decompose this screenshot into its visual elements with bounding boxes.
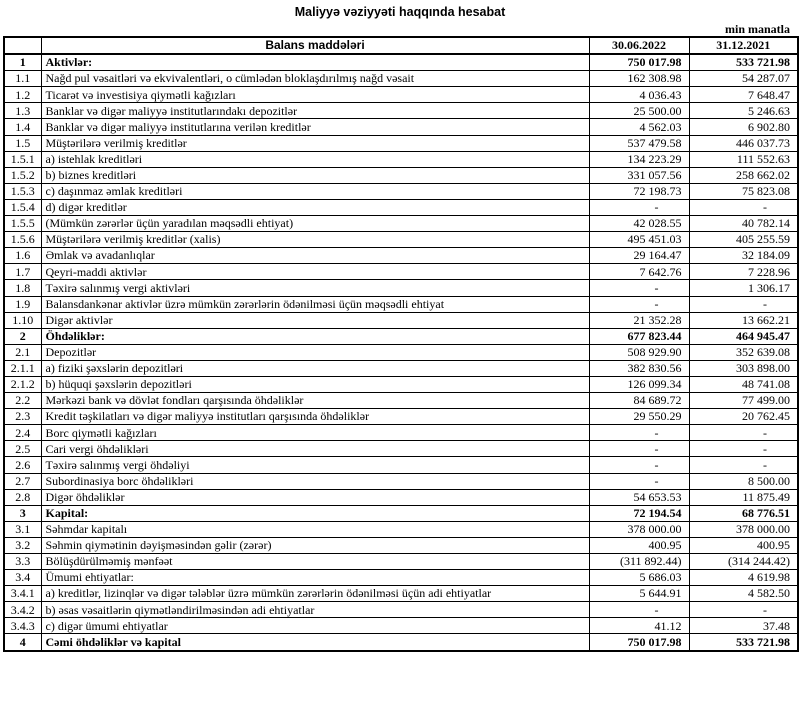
value-2021-cell: 533 721.98: [689, 54, 798, 71]
value-2021-cell: 11 875.49: [689, 489, 798, 505]
item-label-cell: Borc qiymətli kağızları: [41, 425, 589, 441]
row-number-cell: 1.5.1: [4, 151, 41, 167]
row-number-cell: 3.4: [4, 570, 41, 586]
table-row: [4, 425, 798, 441]
value-2022-cell: -: [589, 280, 689, 296]
value-2021-cell: 7 648.47: [689, 87, 798, 103]
row-number-cell: 1.5.3: [4, 183, 41, 199]
table-row: [4, 232, 798, 248]
table-row: [4, 71, 798, 87]
value-2021-cell: 54 287.07: [689, 71, 798, 87]
value-2021-cell: -: [689, 457, 798, 473]
value-2022-cell: 750 017.98: [589, 54, 689, 71]
table-row: [4, 505, 798, 521]
value-2021-cell: 111 552.63: [689, 151, 798, 167]
item-label-cell: c) daşınmaz əmlak kreditləri: [41, 183, 589, 199]
item-label-cell: Təxirə salınmış vergi öhdəliyi: [41, 457, 589, 473]
row-number-cell: 1.3: [4, 103, 41, 119]
value-2021-cell: 378 000.00: [689, 521, 798, 537]
value-2022-cell: 382 830.56: [589, 360, 689, 376]
item-label-cell: Subordinasiya borc öhdəlikləri: [41, 473, 589, 489]
item-label-cell: Banklar və digər maliyyə institutlarındakı depozitlər: [41, 103, 589, 119]
balance-sheet-table: [3, 36, 799, 652]
row-number-cell: 2.2: [4, 393, 41, 409]
row-number-cell: 1.5.2: [4, 167, 41, 183]
value-2021-cell: 1 306.17: [689, 280, 798, 296]
value-2022-cell: 29 164.47: [589, 248, 689, 264]
table-row: [4, 489, 798, 505]
item-label-cell: a) istehlak kreditləri: [41, 151, 589, 167]
item-label-cell: Balansdankənar aktivlər üzrə mümkün zərərlərin ödənilməsi üçün məqsədli ehtiyat: [41, 296, 589, 312]
item-label-cell: Aktivlər:: [41, 54, 589, 71]
table-row: [4, 344, 798, 360]
value-2022-cell: -: [589, 602, 689, 618]
row-number-cell: 1.2: [4, 87, 41, 103]
value-2022-cell: (311 892.44): [589, 554, 689, 570]
row-number-cell: 3.3: [4, 554, 41, 570]
page-title: Maliyyə vəziyyəti haqqında hesabat: [294, 5, 506, 19]
row-number-cell: 1.10: [4, 312, 41, 328]
unit-note: min manatla: [724, 22, 790, 36]
value-2021-cell: 13 662.21: [689, 312, 798, 328]
row-number-cell: 1.5.4: [4, 199, 41, 215]
value-2021-cell: 20 762.45: [689, 409, 798, 425]
table-row: [4, 54, 798, 71]
value-2021-cell: -: [689, 296, 798, 312]
value-2022-cell: 5 644.91: [589, 586, 689, 602]
value-2021-cell: -: [689, 199, 798, 215]
value-2022-cell: 29 550.29: [589, 409, 689, 425]
row-number-cell: 1.4: [4, 119, 41, 135]
value-2021-cell: 258 662.02: [689, 167, 798, 183]
value-2021-cell: 400.95: [689, 537, 798, 553]
item-label-cell: Nağd pul vəsaitləri və ekvivalentləri, o cümlədən bloklaşdırılmış nağd vəsait: [41, 71, 589, 87]
item-label-cell: d) digər kreditlər: [41, 199, 589, 215]
item-label-cell: Müştərilərə verilmiş kreditlər (xalis): [41, 232, 589, 248]
item-label-cell: Digər öhdəliklər: [41, 489, 589, 505]
table-row: [4, 586, 798, 602]
value-2021-cell: 4 619.98: [689, 570, 798, 586]
row-number-cell: 1.1: [4, 71, 41, 87]
value-2022-cell: 41.12: [589, 618, 689, 634]
row-number-cell: 2.1.2: [4, 376, 41, 392]
table-row: [4, 634, 798, 651]
item-label-cell: a) kreditlər, lizinqlər və digər tələblər üzrə mümkün zərərlərin ödənilməsi üçün adi ehtiyatlar: [41, 586, 589, 602]
value-2021-cell: 32 184.09: [689, 248, 798, 264]
column-header-2021: 31.12.2021: [689, 37, 798, 54]
value-2021-cell: 446 037.73: [689, 135, 798, 151]
value-2022-cell: 162 308.98: [589, 71, 689, 87]
item-label-cell: Ticarət və investisiya qiymətli kağızları: [41, 87, 589, 103]
item-label-cell: a) fiziki şəxslərin depozitləri: [41, 360, 589, 376]
table-row: [4, 521, 798, 537]
row-number-cell: 2.1.1: [4, 360, 41, 376]
item-label-cell: b) hüquqi şəxslərin depozitləri: [41, 376, 589, 392]
table-row: [4, 167, 798, 183]
row-number-cell: 2.7: [4, 473, 41, 489]
item-label-cell: Əmlak və avadanlıqlar: [41, 248, 589, 264]
row-number-cell: 3.1: [4, 521, 41, 537]
table-row: [4, 457, 798, 473]
value-2022-cell: 750 017.98: [589, 634, 689, 651]
items-column-header: Balans maddələri: [41, 37, 589, 54]
table-row: [4, 135, 798, 151]
value-2022-cell: -: [589, 425, 689, 441]
value-2022-cell: 25 500.00: [589, 103, 689, 119]
item-label-cell: Digər aktivlər: [41, 312, 589, 328]
value-2021-cell: 7 228.96: [689, 264, 798, 280]
value-2022-cell: 84 689.72: [589, 393, 689, 409]
item-label-cell: Öhdəliklər:: [41, 328, 589, 344]
item-label-cell: Banklar və digər maliyyə institutlarına verilən kreditlər: [41, 119, 589, 135]
value-2022-cell: -: [589, 441, 689, 457]
row-number-cell: 4: [4, 634, 41, 651]
table-row: [4, 264, 798, 280]
item-label-cell: Depozitlər: [41, 344, 589, 360]
table-row: [4, 296, 798, 312]
value-2022-cell: 677 823.44: [589, 328, 689, 344]
value-2021-cell: -: [689, 602, 798, 618]
value-2021-cell: 405 255.59: [689, 232, 798, 248]
table-row: [4, 199, 798, 215]
item-label-cell: (Mümkün zərərlər üçün yaradılan məqsədli ehtiyat): [41, 216, 589, 232]
table-row: [4, 312, 798, 328]
item-label-cell: b) biznes kreditləri: [41, 167, 589, 183]
table-body: [4, 54, 798, 650]
row-number-cell: 2.3: [4, 409, 41, 425]
table-row: [4, 151, 798, 167]
table-row: [4, 360, 798, 376]
value-2022-cell: 400.95: [589, 537, 689, 553]
value-2021-cell: 464 945.47: [689, 328, 798, 344]
value-2022-cell: 331 057.56: [589, 167, 689, 183]
row-number-cell: 1.9: [4, 296, 41, 312]
row-number-cell: 3.2: [4, 537, 41, 553]
table-row: [4, 441, 798, 457]
value-2022-cell: 4 562.03: [589, 119, 689, 135]
table-row: [4, 328, 798, 344]
value-2022-cell: 54 653.53: [589, 489, 689, 505]
row-number-cell: 1.6: [4, 248, 41, 264]
value-2022-cell: 495 451.03: [589, 232, 689, 248]
table-row: [4, 183, 798, 199]
table-row: [4, 216, 798, 232]
item-label-cell: Səhmdar kapitalı: [41, 521, 589, 537]
table-row: [4, 103, 798, 119]
item-label-cell: c) digər ümumi ehtiyatlar: [41, 618, 589, 634]
table-row: [4, 618, 798, 634]
value-2021-cell: 303 898.00: [689, 360, 798, 376]
value-2021-cell: 533 721.98: [689, 634, 798, 651]
value-2021-cell: 75 823.08: [689, 183, 798, 199]
item-label-cell: Kredit təşkilatları və digər maliyyə institutları qarşısında öhdəliklər: [41, 409, 589, 425]
value-2021-cell: 4 582.50: [689, 586, 798, 602]
value-2022-cell: -: [589, 473, 689, 489]
value-2021-cell: (314 244.42): [689, 554, 798, 570]
row-number-cell: 2.1: [4, 344, 41, 360]
table-row: [4, 393, 798, 409]
row-number-cell: 2: [4, 328, 41, 344]
value-2022-cell: 508 929.90: [589, 344, 689, 360]
value-2022-cell: 72 198.73: [589, 183, 689, 199]
value-2022-cell: -: [589, 457, 689, 473]
table-row: [4, 248, 798, 264]
item-label-cell: Səhmin qiymətinin dəyişməsindən gəlir (zərər): [41, 537, 589, 553]
row-number-cell: 1.5.5: [4, 216, 41, 232]
row-number-cell: 1.8: [4, 280, 41, 296]
row-number-cell: 3: [4, 505, 41, 521]
value-2022-cell: 5 686.03: [589, 570, 689, 586]
table-row: [4, 537, 798, 553]
table-row: [4, 554, 798, 570]
row-number-cell: 2.4: [4, 425, 41, 441]
value-2021-cell: 8 500.00: [689, 473, 798, 489]
table-row: [4, 473, 798, 489]
item-label-cell: Müştərilərə verilmiş kreditlər: [41, 135, 589, 151]
corner-cell: [4, 37, 41, 54]
value-2022-cell: -: [589, 296, 689, 312]
row-number-cell: 1: [4, 54, 41, 71]
value-2021-cell: 68 776.51: [689, 505, 798, 521]
item-label-cell: b) əsas vəsaitlərin qiymətləndirilməsindən adi ehtiyatlar: [41, 602, 589, 618]
row-number-cell: 2.6: [4, 457, 41, 473]
value-2022-cell: 7 642.76: [589, 264, 689, 280]
value-2022-cell: 72 194.54: [589, 505, 689, 521]
value-2022-cell: 4 036.43: [589, 87, 689, 103]
item-label-cell: Cəmi öhdəliklər və kapital: [41, 634, 589, 651]
table-row: [4, 376, 798, 392]
value-2022-cell: 42 028.55: [589, 216, 689, 232]
value-2021-cell: 352 639.08: [689, 344, 798, 360]
value-2022-cell: -: [589, 199, 689, 215]
value-2022-cell: 21 352.28: [589, 312, 689, 328]
value-2022-cell: 126 099.34: [589, 376, 689, 392]
table-row: [4, 570, 798, 586]
value-2021-cell: -: [689, 441, 798, 457]
row-number-cell: 2.5: [4, 441, 41, 457]
table-row: [4, 280, 798, 296]
row-number-cell: 2.8: [4, 489, 41, 505]
value-2021-cell: -: [689, 425, 798, 441]
table-header-row: [4, 37, 798, 54]
item-label-cell: Mərkəzi bank və dövlət fondları qarşısında öhdəliklər: [41, 393, 589, 409]
row-number-cell: 3.4.2: [4, 602, 41, 618]
item-label-cell: Bölüşdürülməmiş mənfəət: [41, 554, 589, 570]
item-label-cell: Kapital:: [41, 505, 589, 521]
item-label-cell: Təxirə salınmış vergi aktivləri: [41, 280, 589, 296]
item-label-cell: Cari vergi öhdəlikləri: [41, 441, 589, 457]
row-number-cell: 1.7: [4, 264, 41, 280]
row-number-cell: 1.5.6: [4, 232, 41, 248]
row-number-cell: 3.4.3: [4, 618, 41, 634]
row-number-cell: 1.5: [4, 135, 41, 151]
value-2021-cell: 6 902.80: [689, 119, 798, 135]
value-2021-cell: 5 246.63: [689, 103, 798, 119]
value-2021-cell: 77 499.00: [689, 393, 798, 409]
row-number-cell: 3.4.1: [4, 586, 41, 602]
table-row: [4, 119, 798, 135]
table-row: [4, 87, 798, 103]
table-row: [4, 602, 798, 618]
item-label-cell: Qeyri-maddi aktivlər: [41, 264, 589, 280]
item-label-cell: Ümumi ehtiyatlar:: [41, 570, 589, 586]
value-2022-cell: 537 479.58: [589, 135, 689, 151]
table-row: [4, 409, 798, 425]
column-header-2022: 30.06.2022: [589, 37, 689, 54]
value-2021-cell: 40 782.14: [689, 216, 798, 232]
value-2022-cell: 378 000.00: [589, 521, 689, 537]
value-2021-cell: 37.48: [689, 618, 798, 634]
value-2022-cell: 134 223.29: [589, 151, 689, 167]
value-2021-cell: 48 741.08: [689, 376, 798, 392]
